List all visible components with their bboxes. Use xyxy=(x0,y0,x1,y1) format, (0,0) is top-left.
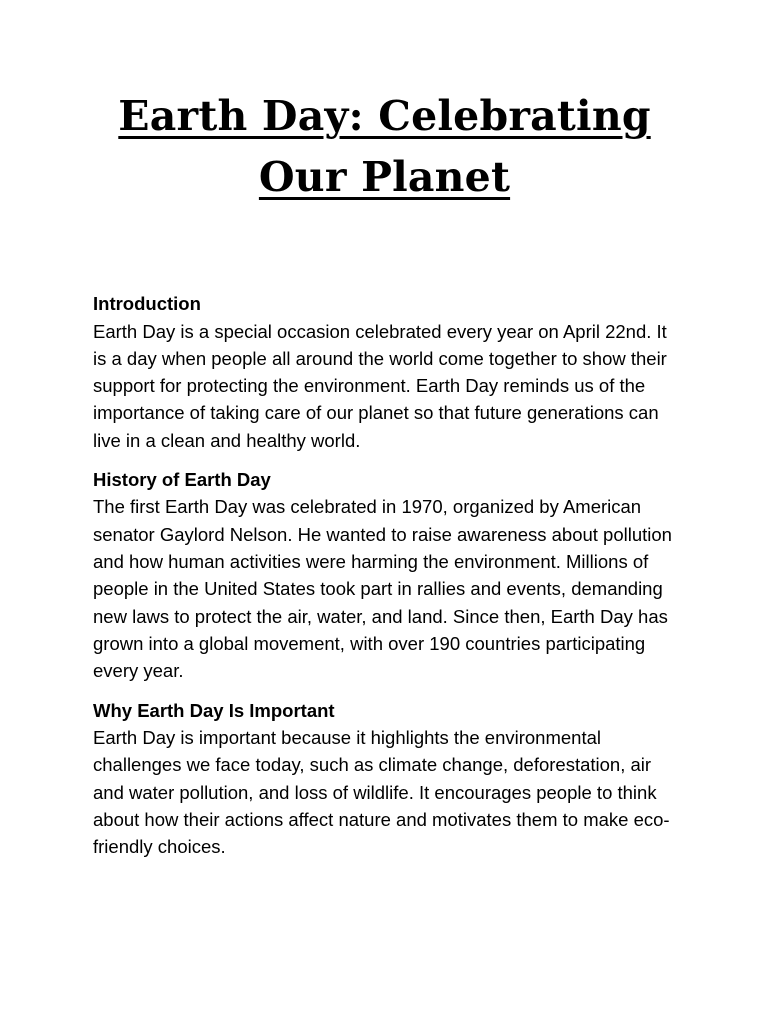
section-body: Earth Day is important because it highlights the environmental challenges we face today, such as climate change, deforestation, air and water pollution, and loss of wildlife. It encourages people to think about how their actions affect nature and motivates them to make eco-friendly choices. xyxy=(93,727,670,858)
section-heading: Introduction xyxy=(93,293,201,314)
document-title: Earth Day: Celebrating Our Planet xyxy=(118,92,651,201)
section-body: The first Earth Day was celebrated in 1970, organized by American senator Gaylord Nelson. He wanted to raise awareness about pollution and how human activities were harming the environment. Millions of people in the United States took part in rallies and events, demanding new laws to protect the air, water, and land. Since then, Earth Day has grown into a global movement, with over 190 countries participating every year. xyxy=(93,496,672,682)
section-importance xyxy=(93,697,676,861)
section-introduction xyxy=(93,290,676,454)
section-body: Earth Day is a special occasion celebrated every year on April 22nd. It is a day when people all around the world come together to show their support for protecting the environment. Earth Day reminds us of the importance of taking care of our planet so that future generations can live in a clean and healthy world. xyxy=(93,320,667,451)
document-sections xyxy=(93,290,676,861)
section-heading: History of Earth Day xyxy=(93,468,271,490)
section-history xyxy=(93,466,676,685)
section-heading: Why Earth Day Is Important xyxy=(93,699,335,721)
